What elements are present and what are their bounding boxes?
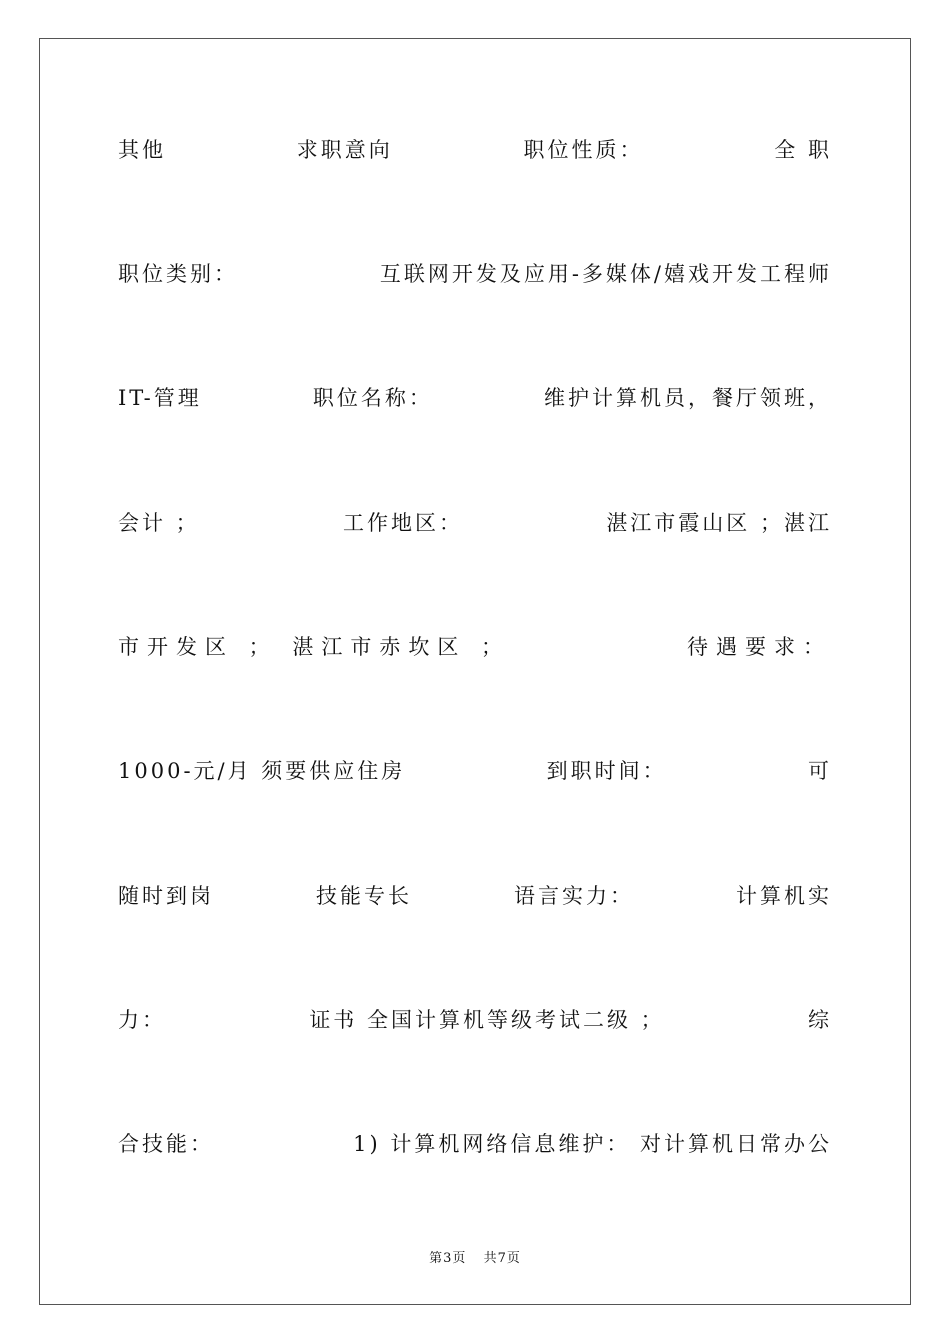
text-segment: 语言实力： — [514, 884, 634, 908]
text-segment: 力： — [118, 1008, 166, 1032]
text-segment: 技能专长 — [316, 884, 412, 908]
text-line-7 — [118, 880, 832, 910]
page-total: 共7页 — [483, 1251, 521, 1266]
text-segment: 1000-元/月 须要供应住房 — [118, 759, 406, 783]
page-border — [39, 38, 911, 1305]
text-segment: 职位名称： — [312, 386, 433, 410]
text-line-3 — [118, 382, 832, 412]
text-segment: 待遇要求： — [687, 635, 832, 659]
text-segment: 市开发区 ； 湛江市赤坎区 ； — [118, 635, 511, 659]
text-segment: 职位类别： — [118, 262, 238, 286]
text-segment: 求职意向 — [296, 138, 393, 162]
text-segment: 会计 ； — [118, 511, 200, 535]
text-segment: IT-管理 — [118, 386, 202, 410]
text-segment: 全 职 — [774, 138, 832, 162]
text-segment: 湛江市霞山区 ；湛江 — [606, 511, 832, 535]
text-segment: 工作地区： — [343, 511, 463, 535]
text-segment: 1) 计算机网络信息维护： 对计算机日常办公 — [353, 1132, 832, 1156]
text-segment: 随时到岗 — [118, 884, 214, 908]
page-number: 第3页 — [429, 1251, 467, 1266]
text-segment: 合技能： — [118, 1132, 214, 1156]
text-line-9 — [118, 1128, 832, 1158]
text-line-8 — [118, 1004, 832, 1034]
text-segment: 其他 — [118, 138, 166, 162]
text-segment: 互联网开发及应用-多媒体/嬉戏开发工程师 — [379, 262, 832, 286]
text-line-2 — [118, 258, 832, 288]
text-segment: 到职时间： — [546, 759, 667, 783]
text-segment: 可 — [807, 759, 832, 783]
text-segment: 综 — [807, 1008, 832, 1032]
text-segment: 维护计算机员，餐厅领班， — [543, 386, 832, 410]
text-segment: 职位性质： — [523, 138, 644, 162]
text-line-6 — [118, 755, 832, 785]
page-footer — [0, 1247, 950, 1266]
text-line-5 — [118, 631, 832, 661]
text-segment: 证书 全国计算机等级考试二级 ； — [309, 1008, 665, 1032]
text-line-4 — [118, 507, 832, 537]
text-segment: 计算机实 — [736, 884, 832, 908]
text-line-1 — [118, 134, 832, 164]
